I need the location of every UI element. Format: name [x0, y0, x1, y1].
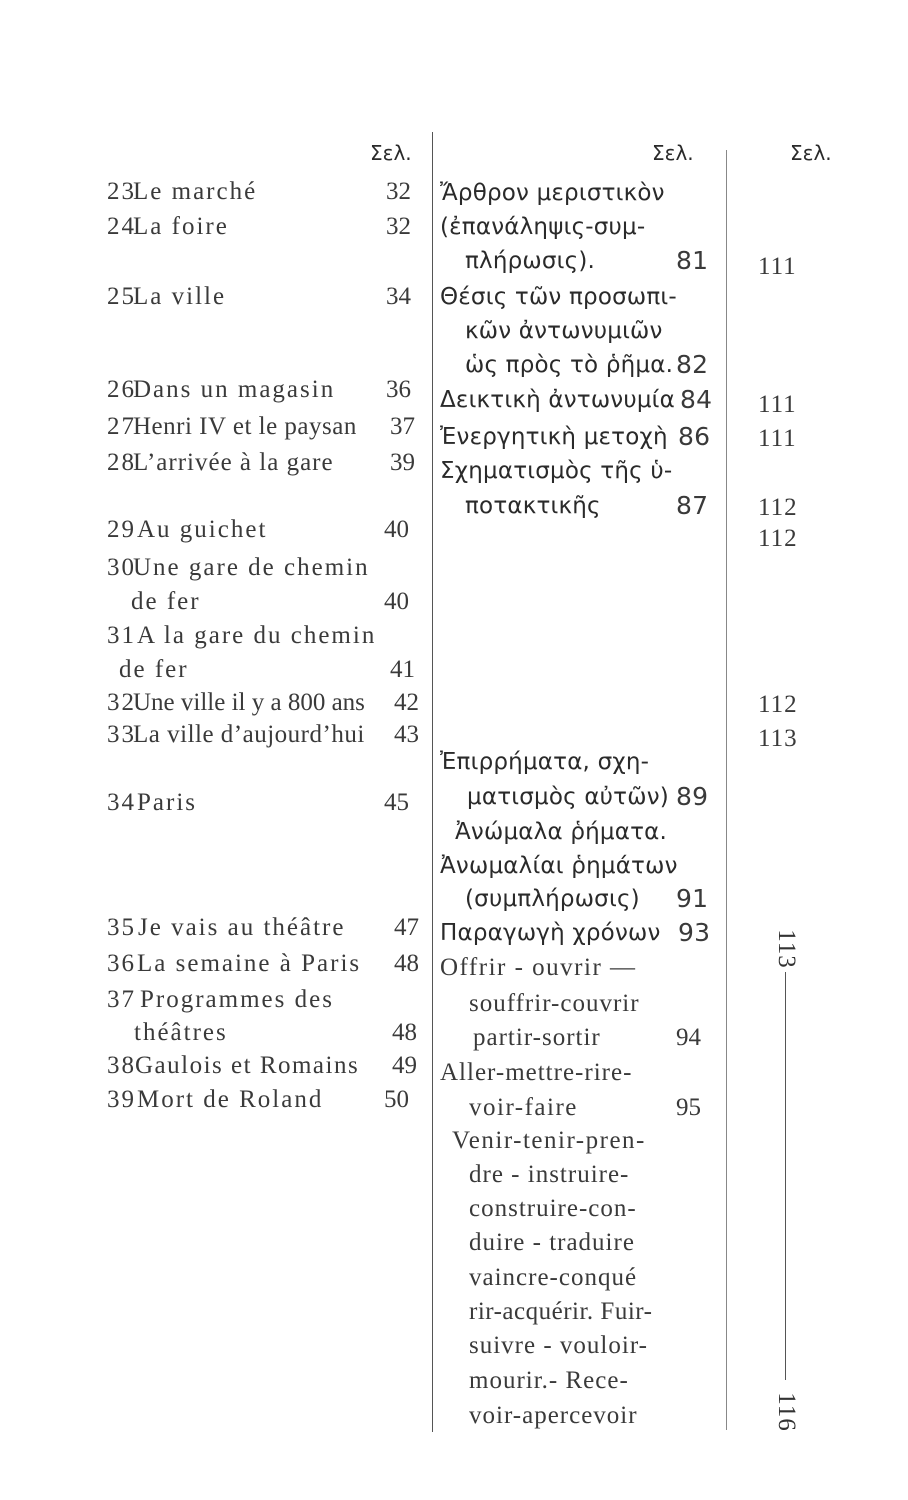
- entry-page: 40: [384, 588, 409, 615]
- entry-title: Gaulois et Romains: [135, 1052, 360, 1079]
- c2-line: Venir-tenir-pren-: [452, 1127, 646, 1154]
- c2-page: 84: [680, 385, 713, 414]
- entry-number: 34: [107, 789, 136, 816]
- c2-line: κῶν ἀντωνυμιῶν: [465, 318, 663, 344]
- entry-number: 37: [107, 986, 136, 1013]
- entry-number: 38: [107, 1052, 136, 1079]
- entry-title: A la gare du chemin: [137, 622, 377, 649]
- entry-number: 27: [107, 413, 136, 440]
- entry-number: 28: [107, 449, 136, 476]
- c2-line: ὡς πρὸς τὸ ῥῆμα.: [465, 352, 674, 378]
- c3-page: 111: [758, 391, 797, 418]
- entry-page: 34: [386, 283, 411, 310]
- c2-line: Ἐνεργητικὴ μετοχὴ: [440, 424, 668, 450]
- column-2-header: Σελ.: [652, 141, 694, 165]
- entry-title: Mort de Roland: [137, 1086, 324, 1113]
- entry-page: 49: [392, 1052, 417, 1079]
- c3-page: 111: [758, 425, 797, 452]
- c3-page: 112: [758, 525, 798, 552]
- column-3-header: Σελ.: [790, 141, 832, 165]
- c2-page: 81: [676, 246, 709, 275]
- column-divider-1: [432, 132, 433, 1432]
- c2-page: 89: [676, 782, 709, 811]
- entry-page: 41: [390, 656, 415, 683]
- entry-number: 26: [107, 376, 136, 403]
- c2-line: mourir.- Rece-: [469, 1367, 629, 1394]
- entry-title: Une gare de chemin: [133, 554, 370, 581]
- entry-page: 42: [394, 689, 419, 716]
- c2-page: 91: [676, 884, 709, 913]
- entry-number: 35: [107, 914, 136, 941]
- c3-page: 112: [758, 691, 798, 718]
- c2-line: Offrir - ouvrir —: [440, 954, 637, 981]
- entry-number: 29: [107, 516, 136, 543]
- entry-number: 36: [107, 950, 136, 977]
- c2-line: construire-con-: [469, 1195, 637, 1222]
- entry-page: 45: [384, 789, 409, 816]
- c2-line: (ἐπανάληψις-συμ-: [440, 214, 646, 240]
- entry-page: 39: [390, 449, 415, 476]
- c2-line: souffrir-couvrir: [469, 990, 640, 1017]
- entry-title: de fer: [131, 588, 201, 615]
- entry-page: 47: [394, 914, 419, 941]
- c2-line: partir-sortir: [473, 1024, 601, 1051]
- c3-page: 112: [758, 494, 798, 521]
- entry-number: 30: [107, 554, 136, 581]
- entry-number: 32: [107, 689, 136, 716]
- c2-line: ποτακτικῆς: [465, 493, 601, 519]
- entry-page: 40: [384, 516, 409, 543]
- entry-title: Dans un magasin: [133, 376, 336, 403]
- c2-line: vaincre-conqué: [469, 1264, 638, 1291]
- c2-line: voir-apercevoir: [469, 1402, 638, 1429]
- entry-title: La ville: [133, 283, 227, 310]
- c2-line: Ἐπιρρήματα, σχη-: [440, 749, 650, 775]
- entry-page: 32: [386, 213, 411, 240]
- entry-page: 48: [394, 950, 419, 977]
- entry-title: Je vais au théâtre: [138, 914, 346, 941]
- c2-page: 93: [678, 918, 711, 947]
- entry-title: La foire: [133, 213, 229, 240]
- c2-line: Παραγωγὴ χρόνων: [440, 920, 661, 946]
- c2-page: 82: [676, 350, 709, 379]
- c2-line: Ἄρθρον μεριστικὸν: [440, 180, 665, 206]
- c3-page: 111: [758, 253, 797, 280]
- entry-title: Une ville il y a 800 ans: [133, 689, 365, 716]
- c2-line: voir-faire: [469, 1094, 578, 1121]
- c2-page: 95: [676, 1094, 701, 1121]
- c2-line: suivre - vouloir-: [469, 1332, 648, 1359]
- entry-page: 43: [394, 721, 419, 748]
- c2-line: Θέσις τῶν προσωπι-: [440, 284, 677, 310]
- entry-number: 23: [107, 178, 136, 205]
- entry-title: Programmes des: [140, 986, 334, 1013]
- c2-page: 87: [676, 491, 709, 520]
- entry-title: La semaine à Paris: [137, 950, 362, 977]
- entry-title: La ville d’aujourd’hui: [133, 721, 365, 748]
- c2-line: duire - traduire: [469, 1229, 635, 1256]
- entry-page: 50: [384, 1086, 409, 1113]
- entry-number: 25: [107, 283, 136, 310]
- c2-line: Σχηματισμὸς τῆς ὑ-: [440, 458, 673, 484]
- entry-title: de fer: [119, 656, 189, 683]
- c2-line: πλήρωσις).: [465, 248, 596, 274]
- entry-number: 39: [107, 1086, 136, 1113]
- c2-line: dre - instruire-: [469, 1161, 630, 1188]
- c2-page: 86: [678, 422, 711, 451]
- c2-page: 94: [676, 1024, 701, 1051]
- c3-range-start: 113: [772, 929, 800, 969]
- entry-page: 32: [386, 178, 411, 205]
- entry-title: L’arrivée à la gare: [133, 449, 334, 476]
- entry-title: Au guichet: [137, 516, 268, 543]
- entry-title: Le marché: [133, 178, 258, 205]
- entry-title: Paris: [137, 789, 197, 816]
- c3-range-line: [785, 972, 786, 1380]
- c2-line: Δεικτικὴ ἀντωνυμία: [440, 387, 676, 413]
- c2-line: Ἀνωμαλίαι ῥημάτων: [440, 853, 678, 879]
- entry-page: 36: [386, 376, 411, 403]
- c2-line: ματισμὸς αὐτῶν): [467, 784, 669, 810]
- entry-number: 33: [107, 721, 136, 748]
- column-1-header: Σελ.: [370, 141, 412, 165]
- c3-page: 113: [758, 725, 798, 752]
- entry-number: 31: [107, 622, 136, 649]
- entry-title: Henri IV et le paysan: [133, 413, 357, 440]
- c2-line: (συμπλήρωσις): [465, 886, 640, 912]
- entry-title: théâtres: [134, 1019, 228, 1046]
- c3-range-end: 116: [772, 1392, 800, 1432]
- column-divider-2: [726, 150, 727, 1430]
- entry-number: 24: [107, 213, 136, 240]
- c2-line: Ἀνώμαλα ῥήματα.: [455, 819, 668, 845]
- c2-line: rir-acquérir. Fuir-: [469, 1298, 653, 1325]
- entry-page: 48: [392, 1019, 417, 1046]
- c2-line: Aller-mettre-rire-: [440, 1059, 633, 1086]
- entry-page: 37: [390, 413, 415, 440]
